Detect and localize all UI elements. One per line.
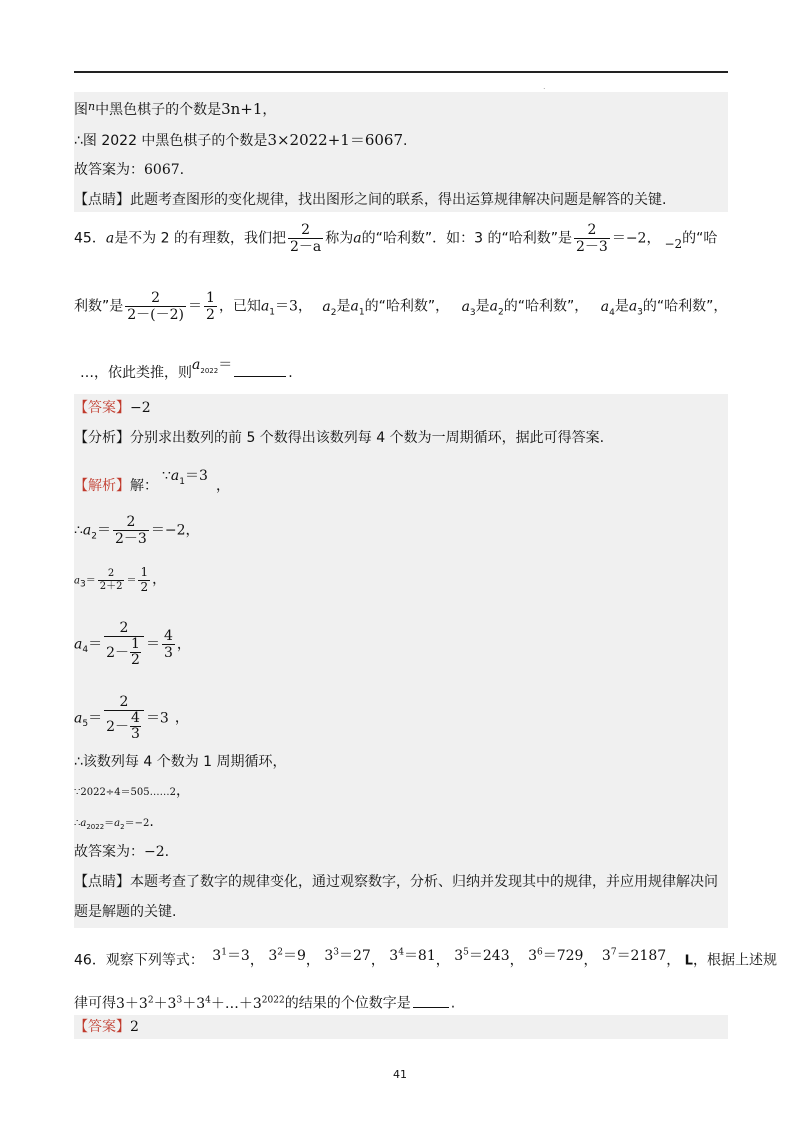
l-symbol: L [684,953,693,969]
a2-fraction: $\frac{2}{2-3}$ [115,514,147,548]
ana45-line: 【分析】分别求出数列的前 5 个数得出该数列每 4 个数为一周期循环，据此可得答案. [74,430,605,446]
ans46-line: 【答案】2 [74,1019,139,1035]
a3-fraction: $\frac{2}{2+2}$ [99,568,123,592]
a4-inner-fraction: $\frac{1}{2}$ [131,636,140,669]
a4-fraction: 2 2－ $\frac{1}{2}$ [104,620,144,669]
a4-result-fraction: $\frac{4}{3}$ [163,627,173,661]
sol45-a3-line: $a_3=$ $\frac{2}{2+2}$ ＝ $\frac{1}{2}$ ， [74,565,167,594]
q44-line-4: 【点睛】此题考查图形的变化规律，找出图形之间的联系，得出运算规律解决问题是解答的关键. [74,192,667,208]
q46-line-2: 律可得$3+3^2+3^3+3^4+\dots+3^{2022}$的结果的个位数字是 . [74,995,456,1012]
a5-inner-fraction: $\frac{4}{3}$ [131,710,140,743]
q45-fraction-2: $\frac{2}{2-3}$ [576,222,608,256]
sol45-line-1: 【解析】解：$\because a_1=3$， [74,468,230,494]
sol45-a5-line: $a_5=$ 2 2－ $\frac{4}{3}$ ＝3 ， [74,694,189,743]
q45-fraction-3: $\frac{2}{2-(-2)}$ [127,290,185,324]
dj45-line-1: 【点睛】本题考查了数字的规律变化，通过观察数字，分析、归纳并发现其中的规律，并应用规律解决问 [74,874,718,890]
ans45-line: 【答案】−2 [74,400,151,416]
sol45-a4-line: $a_4=$ 2 2－ $\frac{1}{2}$ ＝ $\frac{4}{3}$ ， [74,620,191,669]
sol45-a2-line: $\therefore a_2=$ $\frac{2}{2-3}$ ＝−2， [74,514,200,548]
q45-line-3: …，依此类推，则$a_{2022}=$ . [80,357,293,381]
q45-fraction-1: $\frac{2}{2-a}$ [290,222,322,256]
q46-answer-blank [413,995,449,1008]
q45-fraction-4: $\frac{1}{2}$ [206,290,215,324]
q44-line-2: ∴图 2022 中黑色棋子的个数是3×2022+1＝6067. [74,131,408,149]
header-dot: . [543,82,546,91]
header-rule [74,71,728,73]
q44-line-3: 故答案为：6067. [74,162,185,178]
q46-line-1: 46．观察下列等式： $3^1=3$， $3^2=9$， $3^3=27$， $3^4=81$， $3^5=243$， $3^6=729$， $3^7=2187$， L，根据上述规 [74,947,777,969]
a5-fraction: 2 2－ $\frac{4}{3}$ [104,694,144,743]
answer-band-46 [74,1015,728,1039]
q45-answer-blank [234,364,286,377]
q45-line-2: 利数”是 $\frac{2}{2-(-2)}$ ＝ $\frac{1}{2}$ ，已知$a_1=3$， $a_2$是$a_1$的“哈利数”， $a_3$是$a_2$的“哈利数”， $a_4$是$a_3$的“哈利数”， [74,290,728,324]
sol45-cycle-line: ∴该数列每 4 个数为 1 周期循环， [74,754,287,770]
q44-line-1: 图$^n$中黑色棋子的个数是3n+1， [74,100,277,118]
page-number: 41 [393,1068,407,1081]
a3-result-fraction: $\frac{1}{2}$ [140,565,149,594]
sol45-final-line: 故答案为：−2. [74,844,170,860]
dj45-line-2: 题是解题的关键. [74,904,177,920]
sol45-div-line: ∵2022÷4＝505……2， [74,783,191,799]
q45-line-1: 45．a是不为 2 的有理数，我们把 $\frac{2}{2-a}$ 称为a的“哈利数”．如：3 的“哈利数”是 $\frac{2}{2-3}$ ＝−2， −2的“哈 [74,222,718,256]
sol45-result-line: $\therefore a_{2022}=a_2=-2$. [74,814,154,831]
